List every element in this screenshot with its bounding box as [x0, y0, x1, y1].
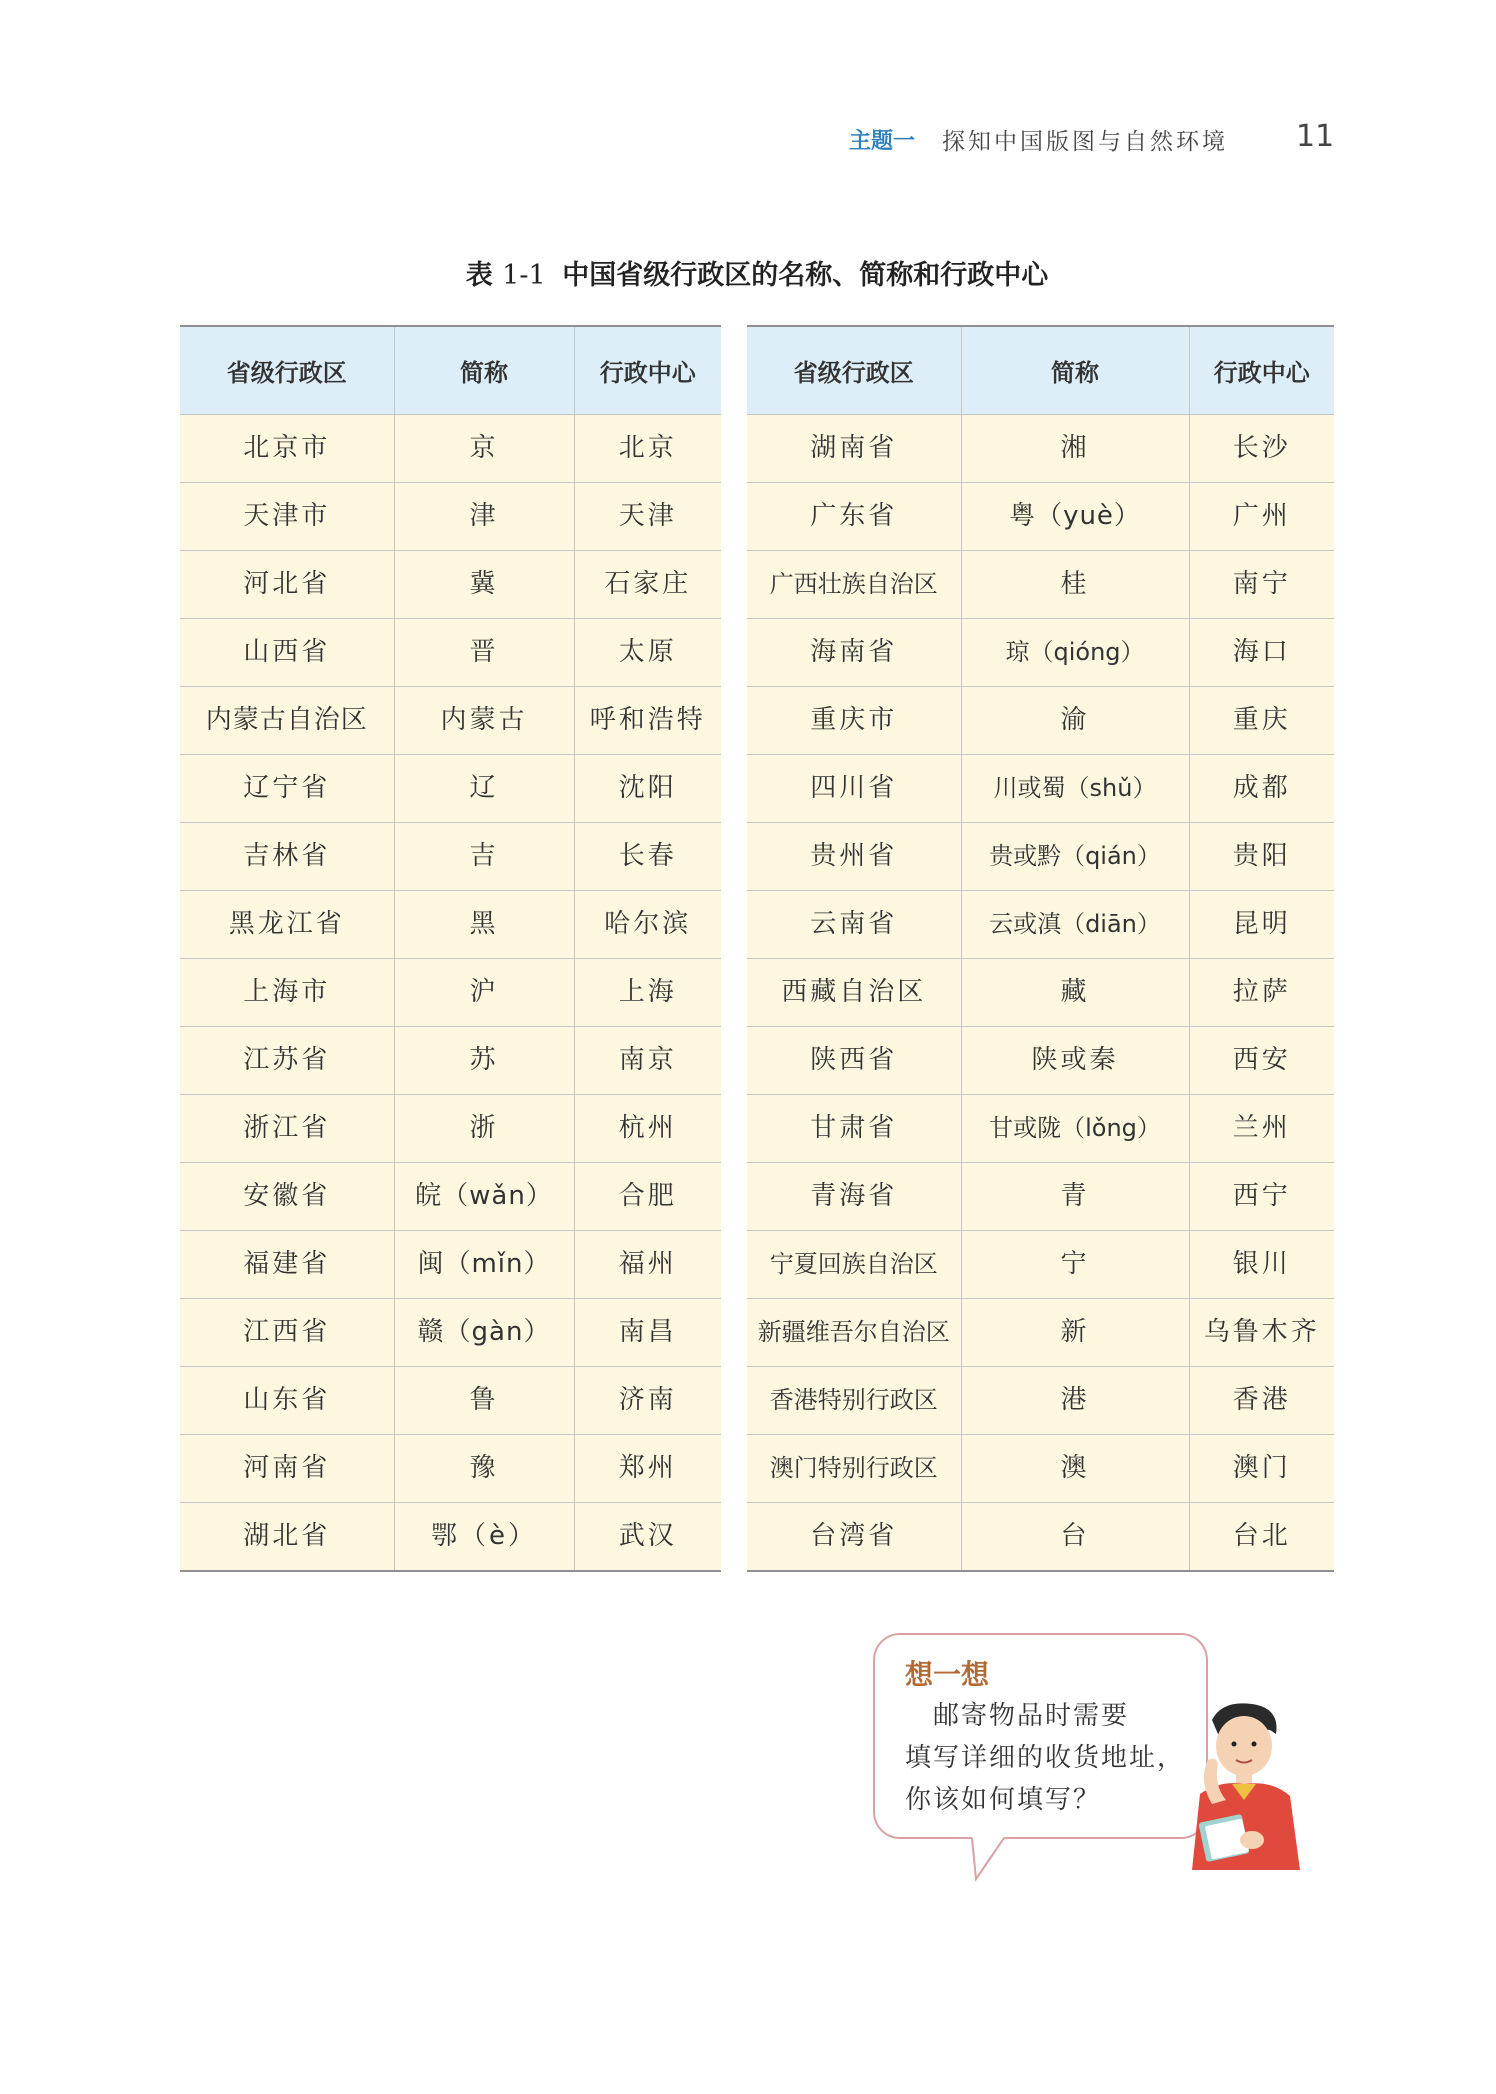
province-abbreviation: 港	[961, 1367, 1189, 1435]
province-capital: 石家庄	[574, 551, 721, 619]
province-capital: 南昌	[574, 1299, 721, 1367]
province-capital: 南宁	[1189, 551, 1334, 619]
province-table-right	[747, 325, 1334, 1572]
province-table-left	[180, 325, 721, 1572]
province-abbreviation: 陕或秦	[961, 1027, 1189, 1095]
province-name: 北京市	[180, 415, 394, 483]
province-abbreviation: 粤（yuè）	[961, 483, 1189, 551]
province-name: 新疆维吾尔自治区	[747, 1299, 961, 1367]
province-name: 广东省	[747, 483, 961, 551]
province-abbreviation: 豫	[394, 1435, 574, 1503]
province-name: 西藏自治区	[747, 959, 961, 1027]
table-row	[180, 687, 721, 755]
think-bubble	[873, 1633, 1208, 1839]
province-abbreviation: 宁	[961, 1231, 1189, 1299]
province-abbreviation: 沪	[394, 959, 574, 1027]
think-title: 想一想	[905, 1658, 990, 1691]
chapter-theme: 主题一	[849, 128, 916, 154]
province-capital: 兰州	[1189, 1095, 1334, 1163]
table-row	[747, 483, 1334, 551]
province-capital: 呼和浩特	[574, 687, 721, 755]
table-row	[180, 1095, 721, 1163]
province-abbreviation: 苏	[394, 1027, 574, 1095]
table-row	[747, 891, 1334, 959]
province-capital: 武汉	[574, 1503, 721, 1572]
province-capital: 北京	[574, 415, 721, 483]
province-name: 天津市	[180, 483, 394, 551]
province-name: 黑龙江省	[180, 891, 394, 959]
province-name: 广西壮族自治区	[747, 551, 961, 619]
province-name: 重庆市	[747, 687, 961, 755]
think-line: 填写详细的收货地址，	[905, 1743, 1186, 1773]
province-name: 陕西省	[747, 1027, 961, 1095]
province-capital: 济南	[574, 1367, 721, 1435]
province-name: 吉林省	[180, 823, 394, 891]
column-header: 省级行政区	[180, 326, 394, 415]
province-abbreviation: 新	[961, 1299, 1189, 1367]
province-name: 湖北省	[180, 1503, 394, 1572]
table-row	[180, 415, 721, 483]
province-abbreviation: 内蒙古	[394, 687, 574, 755]
province-name: 香港特别行政区	[747, 1367, 961, 1435]
province-name: 海南省	[747, 619, 961, 687]
province-capital: 广州	[1189, 483, 1334, 551]
column-header: 简称	[394, 326, 574, 415]
province-abbreviation: 琼（qióng）	[961, 619, 1189, 687]
province-capital: 南京	[574, 1027, 721, 1095]
province-capital: 乌鲁木齐	[1189, 1299, 1334, 1367]
table-row	[180, 1299, 721, 1367]
chapter-subtitle: 探知中国版图与自然环境	[942, 128, 1229, 155]
table-row	[747, 755, 1334, 823]
table-row	[180, 551, 721, 619]
province-name: 山西省	[180, 619, 394, 687]
province-capital: 海口	[1189, 619, 1334, 687]
table-row	[747, 1027, 1334, 1095]
province-name: 湖南省	[747, 415, 961, 483]
think-text	[905, 1695, 1195, 1821]
boy-illustration	[1172, 1700, 1312, 1880]
table-row	[180, 1367, 721, 1435]
table-row	[180, 1435, 721, 1503]
province-abbreviation: 鄂（è）	[394, 1503, 574, 1572]
province-abbreviation: 京	[394, 415, 574, 483]
province-abbreviation: 云或滇（diān）	[961, 891, 1189, 959]
province-capital: 西宁	[1189, 1163, 1334, 1231]
province-name: 四川省	[747, 755, 961, 823]
province-name: 江苏省	[180, 1027, 394, 1095]
table-row	[180, 619, 721, 687]
table-row	[747, 415, 1334, 483]
province-capital: 太原	[574, 619, 721, 687]
table-row	[747, 1231, 1334, 1299]
column-header: 简称	[961, 326, 1189, 415]
province-capital: 上海	[574, 959, 721, 1027]
province-name: 河南省	[180, 1435, 394, 1503]
think-line: 你该如何填写？	[905, 1785, 1102, 1815]
table-row	[747, 1503, 1334, 1572]
table-label	[466, 260, 546, 291]
province-name: 河北省	[180, 551, 394, 619]
province-abbreviation: 晋	[394, 619, 574, 687]
table-row	[747, 1095, 1334, 1163]
table-label-number: 1-1	[502, 260, 546, 291]
province-abbreviation: 津	[394, 483, 574, 551]
table-row	[180, 1163, 721, 1231]
province-abbreviation: 青	[961, 1163, 1189, 1231]
province-abbreviation: 甘或陇（lǒng）	[961, 1095, 1189, 1163]
table-row	[747, 551, 1334, 619]
province-capital: 杭州	[574, 1095, 721, 1163]
province-abbreviation: 浙	[394, 1095, 574, 1163]
table-header-row	[747, 326, 1334, 415]
province-name: 辽宁省	[180, 755, 394, 823]
province-abbreviation: 台	[961, 1503, 1189, 1572]
table-row	[180, 1027, 721, 1095]
province-abbreviation: 吉	[394, 823, 574, 891]
province-abbreviation: 黑	[394, 891, 574, 959]
province-capital: 成都	[1189, 755, 1334, 823]
province-abbreviation: 鲁	[394, 1367, 574, 1435]
province-capital: 福州	[574, 1231, 721, 1299]
province-abbreviation: 川或蜀（shǔ）	[961, 755, 1189, 823]
table-row	[180, 755, 721, 823]
province-name: 安徽省	[180, 1163, 394, 1231]
province-name: 澳门特别行政区	[747, 1435, 961, 1503]
running-header	[849, 124, 1228, 154]
table-header-row	[180, 326, 721, 415]
table-row	[180, 1503, 721, 1572]
province-name: 山东省	[180, 1367, 394, 1435]
table-row	[180, 1231, 721, 1299]
province-name: 青海省	[747, 1163, 961, 1231]
province-name: 浙江省	[180, 1095, 394, 1163]
province-abbreviation: 湘	[961, 415, 1189, 483]
province-abbreviation: 桂	[961, 551, 1189, 619]
province-name: 甘肃省	[747, 1095, 961, 1163]
province-capital: 昆明	[1189, 891, 1334, 959]
province-capital: 郑州	[574, 1435, 721, 1503]
province-name: 台湾省	[747, 1503, 961, 1572]
province-capital: 贵阳	[1189, 823, 1334, 891]
province-abbreviation: 澳	[961, 1435, 1189, 1503]
table-row	[747, 687, 1334, 755]
province-capital: 长沙	[1189, 415, 1334, 483]
table-row	[747, 959, 1334, 1027]
province-capital: 长春	[574, 823, 721, 891]
province-capital: 天津	[574, 483, 721, 551]
province-name: 江西省	[180, 1299, 394, 1367]
province-name: 云南省	[747, 891, 961, 959]
province-capital: 沈阳	[574, 755, 721, 823]
table-row	[180, 823, 721, 891]
province-name: 福建省	[180, 1231, 394, 1299]
province-capital: 香港	[1189, 1367, 1334, 1435]
think-line: 邮寄物品时需要	[905, 1701, 1130, 1731]
table-row	[180, 483, 721, 551]
province-abbreviation: 冀	[394, 551, 574, 619]
column-header: 省级行政区	[747, 326, 961, 415]
province-name: 内蒙古自治区	[180, 687, 394, 755]
province-capital: 拉萨	[1189, 959, 1334, 1027]
province-capital: 西安	[1189, 1027, 1334, 1095]
province-abbreviation: 闽（mǐn）	[394, 1231, 574, 1299]
province-abbreviation: 渝	[961, 687, 1189, 755]
province-capital: 重庆	[1189, 687, 1334, 755]
province-capital: 台北	[1189, 1503, 1334, 1572]
province-name: 宁夏回族自治区	[747, 1231, 961, 1299]
province-capital: 哈尔滨	[574, 891, 721, 959]
table-row	[180, 959, 721, 1027]
table-title: 中国省级行政区的名称、简称和行政中心	[562, 260, 1049, 291]
province-capital: 合肥	[574, 1163, 721, 1231]
province-abbreviation: 赣（gàn）	[394, 1299, 574, 1367]
table-caption	[180, 253, 1334, 292]
province-abbreviation: 藏	[961, 959, 1189, 1027]
province-name: 上海市	[180, 959, 394, 1027]
province-abbreviation: 辽	[394, 755, 574, 823]
table-row	[180, 891, 721, 959]
province-capital: 澳门	[1189, 1435, 1334, 1503]
table-row	[747, 619, 1334, 687]
bubble-tail	[970, 1837, 1030, 1883]
province-name: 贵州省	[747, 823, 961, 891]
table-row	[747, 1163, 1334, 1231]
province-abbreviation: 贵或黔（qián）	[961, 823, 1189, 891]
table-row	[747, 1299, 1334, 1367]
table-label-prefix: 表	[465, 260, 493, 291]
column-header: 行政中心	[574, 326, 721, 415]
column-header: 行政中心	[1189, 326, 1334, 415]
province-abbreviation: 皖（wǎn）	[394, 1163, 574, 1231]
table-row	[747, 1435, 1334, 1503]
page-number: 11	[1296, 119, 1335, 154]
table-row	[747, 1367, 1334, 1435]
table-row	[747, 823, 1334, 891]
province-capital: 银川	[1189, 1231, 1334, 1299]
